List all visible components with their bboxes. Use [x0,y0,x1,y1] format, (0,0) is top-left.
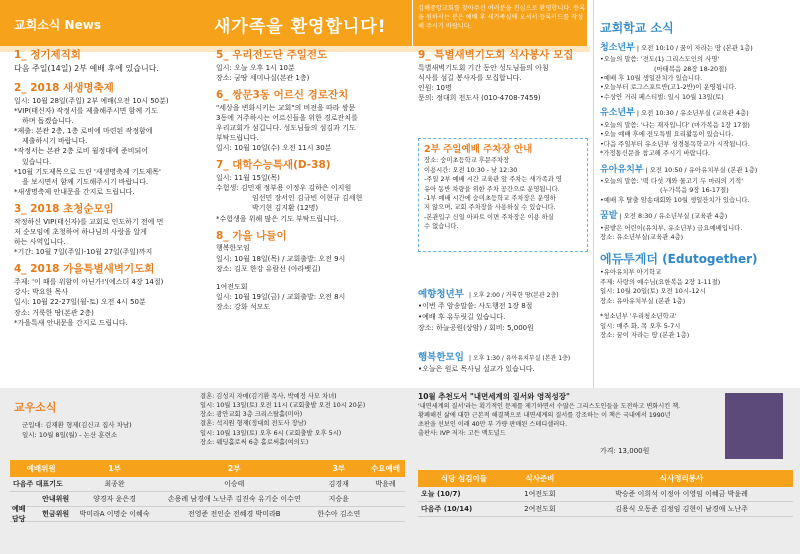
news-2-line: 하며 돕겠습니다. [22,117,74,126]
family-line: 일시: 10월 8일(월) - 논산 훈련소 [22,431,118,440]
edu-line: •유아유치부 아기학교 [600,268,662,277]
table-row [418,487,793,502]
news-6-line: 3동에 거주하시는 어르신들을 위한 경로잔치를 [216,113,358,122]
table-cell: 김용식 오동준 김정임 김현이 남경애 노난주 [570,502,793,517]
news-8-line: 일시: 10월 19일(금) / 교회출발: 오전 8시 [216,293,346,301]
table-row [10,477,405,492]
parking-line: 이용시간: 오전 10:30 - 낮 12:30 [424,166,518,174]
news-6-title: 6_ 쌍문3동 어르신 경로잔치 [216,88,349,101]
news-1-line: 다음 주일(14일) 2부 예배 후에 있습니다. [14,63,159,73]
news-column-3 [418,48,590,103]
news-2-title: 2_ 2018 새생명축제 [14,82,114,95]
news-7-line: *수험생을 위해 많은 기도 부탁드립니다. [216,214,339,223]
wedding-news [200,392,410,447]
news-8-line: 장소: 김포 한강 유람선 (아라뱃길) [216,264,321,273]
dept-line: •수상안 거리 페스티벌: 일시 10월 13일(토) [600,92,724,101]
news-4-line: *가을특새 안내문을 간지로 드립니다. [14,318,128,327]
family-line: 일시: 10월 13일(토) 오전 11시 (교회출발 오전 10시 20분) [200,402,366,410]
table-cell: 박미라A 이명순 이혜숙 [72,507,157,522]
parking-line: 유아 동반 차량을 위한 주차 공간으로 운영됩니다. [424,185,560,193]
book-line: 초판을 선보인 이래 40만 부 가량 판매된 스테디셀러다. [418,420,568,428]
dept-line: •오늘의 말씀: '나는 재자입니다' (마가복음 1장 17절) [600,120,750,129]
book-recommendation [418,392,718,439]
edu-line: 장소: 유아유치부실 (본관 1층) [600,296,686,305]
military-news [22,420,202,441]
table-row [10,507,405,522]
news-column-2 [216,48,412,312]
book-heading: 10월 추천도서 "내면세계의 질서와 영적성장" [418,392,570,401]
news-7-line: 임선민 장서인 김규빈 이현규 김세현 [252,194,363,203]
news-2-line: *VIP(태신자) 작정서를 제출해주시면 함께 기도 [14,106,158,115]
news-4-title: 4_ 2018 가을특별새벽기도회 [14,263,155,276]
dept-meta: | 오전 10:10 / 꿈이 자라는 땅 (본관 1층) [636,43,753,52]
dept-meta: | 오전 10:30 / 유소년부실 (교육관 4층) [636,109,749,118]
meal-table [418,470,793,517]
group-meta: | 오후 1:30 / 유아유치부실 (본관 1층) [468,354,571,362]
dept-line: •오늘의 말씀: '떡 다섯 개와 물고기 두 마리의 기적' [600,176,743,185]
news-5-line: 일시: 오늘 오후 1시 10분 [216,63,295,72]
edu-line: 일시: 매주 화, 목 오후 5-7시 [600,321,681,330]
table-cell: 다음주 대표기도 [10,477,72,492]
table-header: 식사준비 [510,470,570,487]
table-cell [366,507,405,522]
book-price: 가격: 13,000원 [600,447,650,455]
news-title: 교회소식 News [14,18,101,32]
news-7-line: 박기현 김지환 (12명) [252,204,319,213]
table-cell: 헌금위원 [10,507,72,522]
dept-line: •오늘부터 로그스포트반(고1-2반)이 운영됩니다. [600,83,737,92]
news-1-title: 1_ 정기제직회 [14,49,81,61]
parking-line: -1부 예배 시간에 숭미초등학교 주차장은 운영하 [424,195,556,203]
table-header: 식당 섬김이들 [418,470,510,487]
news-8-line: 1여전도회 [216,282,248,291]
table-cell: 박승준 이희석 이정아 이영임 이혜금 박윤례 [570,487,793,502]
dept-line: •예배 후 10월 생일잔치가 있습니다. [600,74,703,82]
news-8-title: 8_ 가을 나들이 [216,229,287,242]
table-cell: 전영준 전인순 전혜경 박미라B [157,507,312,522]
table-cell: 1여전도회 [510,487,570,502]
parking-line: -주일 2부 예배 시간 교육관 앞 주차는 새가족과 영 [424,176,562,184]
group-line: •예배 후 유두릿길 있습니다. [418,313,506,322]
news-2-line: *작정서는 본관 2층 로비 월정대에 준비되어 [14,147,149,156]
dept-line: 장소: 유소년부실(교육관 4층) [600,233,684,242]
news-8-line: 장소: 강화 석모도 [216,303,271,312]
table-cell [366,492,405,507]
edutogether-title: 에듀투게더 (Edutogether) [600,251,758,266]
news-2-line: 일시: 10월 28일(주일) 2부 예배(오전 10시 50분) [14,96,169,105]
family-line: 결혼: 석지원 형제(정대희 전도사 장남) [200,420,307,428]
news-8-line: 일시: 10월 18일(목) / 교회출발: 오전 9시 [216,254,346,263]
family-line: 장소: 광안교회 3층 크리스탈홀(미아) [200,411,303,419]
news-8-line: 행복한모임 [216,244,250,253]
news-9-line: 식사를 섬길 봉사자를 모집합니다. [418,73,522,82]
service-table [10,460,405,522]
table-header: 3부 [312,460,366,477]
column-divider [593,0,594,388]
group-line: 장소: 하늘공원(상암) / 회비: 5,000원 [418,324,534,333]
table-cell: 이승태 [157,477,312,492]
news-4-line: 강사: 박요한 목사 [14,288,69,297]
family-line: 일시: 10월 13일(토) 오후 6시 (교회출발 오후 5시) [200,429,342,437]
news-3-line: 작정하신 VIP(태신자)를 교회로 인도하기 전에 먼 [14,217,164,226]
dept-line: (마태복음 28장 18-20절) [654,64,727,73]
parking-line: 지 않으며, 교회 주차장을 사용하실 수 있습니다. [424,204,556,212]
news-2-line: 있습니다. [22,157,52,166]
news-9-line: 특별새벽기도회 기간 동안 성도님들의 아침 [418,63,549,72]
group-title: 행복한모임 [418,351,464,363]
book-cover-image [725,393,783,459]
news-6-line: 우리교회가 섬깁니다. 성도님들의 섬김과 기도 [216,123,356,132]
dept-name: 유소년부 [600,108,635,119]
news-3-line: 저 순모임에 초청하여 하나님의 사랑을 알게 [14,228,147,236]
news-7-line: 수험생: 김민재 정부용 이정우 김하은 이지원 [216,184,352,193]
news-4-line: 일시: 10월 22-27일(월-토) 오전 4시 50분 [14,298,146,307]
dept-line: •꿈밭은 어린이(유치부, 유소년부) 금요예배입니다. [600,223,743,232]
welcome-title: 새가족을 환영합니다! [214,17,387,37]
parking-line: -본관입구 신일 아파트 이면 주차장은 이용 하실 [424,213,554,221]
dept-name: 꿈밭 [600,211,618,222]
news-7-title: 7_ 대학수능특새(D-38) [216,159,331,172]
service-side-label: 예배 담당 [12,505,26,523]
family-line: 장소: 웨딩홀로써 6층 홀로써홀(여의도) [200,438,309,446]
table-cell: 김경재 [312,477,366,492]
edu-line: 장소: 꿈이 자라는 땅 (본관 1층) [600,331,690,340]
news-6-line: 부탁드립니다. [216,134,259,143]
parking-box [418,138,588,252]
table-cell: 안내위원 [10,492,72,507]
parking-line: 장소: 숭미초등학교 후문주차장 [424,157,510,165]
table-cell: 손용례 남경애 노난주 김진숙 유기순 이수연 [157,492,312,507]
school-title: 교회학교 소식 [600,21,674,35]
news-5-line: 장소: 굼땅 세미나실(본관 1층) [216,73,310,82]
dept-name: 청소년부 [600,42,635,53]
news-2-line: *새생명축제 안내문을 간지로 드립니다. [14,188,135,197]
news-2-line: *제출: 본관 2층, 1층 로비에 마련된 작정함에 [14,127,153,136]
table-cell: 양경자 윤은경 [72,492,157,507]
dept-line: •오늘의 말씀: '전도(1) 그리스도인의 사명' [600,55,720,64]
table-cell: 지승윤 [312,492,366,507]
edu-line: 일시: 10월 20일(토) 오전 10시-12시 [600,287,706,296]
dept-meta: | 오전 10:50 / 유아유치부실 (본관 1층) [645,165,758,174]
family-line: 군입대: 김재환 형제(김신교 집사 차남) [22,421,132,429]
table-header: 식사정리봉사 [570,470,793,487]
group-line: •이번 주 암송말씀: 사도행전 1장 8절 [418,302,533,310]
dept-meta: | 오전 8:30 / 유소년부실 (교육관 4층) [619,212,728,221]
news-3-title: 3_ 2018 초청순모임 [14,203,114,216]
table-cell: 한수아 김소연 [312,507,366,522]
header-blurb: 김해중앙교회를 찾아주신 여러분을 진심으로 환영합니다. 등록을 원하시는 분은 예배 후 새가족실에 오셔서 등록카드를 작성해 주시기 바랍니다. [418,5,586,30]
table-header: 예배위원 [10,460,72,477]
news-2-line: 을 보시면서 함께 기도해주시기 바랍니다. [22,177,149,186]
edu-line: 주제: 사랑의 예수님(요한복음 2장 1-11절) [600,277,721,286]
edu-line: *청소년부 '우리청소년학교' [600,312,677,321]
table-header: 수요예배 [366,460,405,477]
news-4-line: 주제: '이 때를 위함이 아닌가!'(에스더 4장 14절) [14,278,164,287]
news-column-1 [14,48,210,328]
news-6-line: 일시: 10월 10일(수) 오전 11시 30분 [216,144,332,153]
dept-line: (누가복음 9장 16-17절) [660,186,729,195]
youth-group [418,282,590,375]
news-3-line: 하는 사역입니다. [14,238,66,247]
table-header: 1부 [72,460,157,477]
group-line: •오늘은 원로 목사님 설교가 있습니다. [418,364,535,373]
news-2-line: *10월 기도제목으로 드린 '새생명축제 기도제목' [14,167,161,176]
table-cell: 박윤례 [366,477,405,492]
news-6-line: "세상을 변화시키는 교회"의 비전을 따라 쌍문 [216,103,356,112]
dept-line: *가정통신문을 참고해 주시기 바랍니다. [600,149,711,158]
family-line: 결혼: 김성지 자매(김기환 목사, 박예정 사모 차녀) [200,393,337,400]
news-5-title: 5_ 우리전도단 주일전도 [216,49,328,61]
dept-line: •다음 주일부터 유소년부 성경통독학교가 시작됩니다. [600,139,750,148]
table-cell: 2여전도회 [510,502,570,517]
news-9-line: 문의: 정대희 전도사 (010-4708-7459) [418,94,541,103]
book-publisher: 출판사: IVP 저자: 고든 맥도널드 [418,429,506,437]
parking-title: 2부 주일예배 주차장 안내 [424,144,533,155]
table-row [10,492,405,507]
news-9-line: 인원: 10명 [418,83,452,92]
news-3-line: *기간: 10월 7일(주일)-10월 27일(주일)까지 [14,248,153,257]
table-cell: 최종완 [72,477,157,492]
dept-line: •오늘 예배 후에 전도특별 요리활동이 있습니다. [600,130,734,139]
table-header: 2부 [157,460,312,477]
news-4-line: 장소: 거룩한 땅(본관 2층) [14,308,94,317]
book-line: 황폐해진 삶에 대한 근본적 해결책으로 내면세계의 질서를 강조하는 이 책은 국내에서 1990년 [418,411,671,419]
parking-line: 수 없습니다. [424,223,459,231]
book-line: '내면세계의 질서'라는 획기적인 문제를 제기하면서 수많은 그리스도인들을 도전하고 변화시킨 책. [418,402,681,410]
news-7-line: 일시: 11월 15일(목) [216,174,280,183]
news-2-line: 제출하시기 바랍니다. [22,137,88,146]
table-row [418,502,793,517]
table-cell: 오늘 (10/7) [418,487,510,502]
table-cell: 다음주 (10/14) [418,502,510,517]
dept-name: 유아유치부 [600,164,644,175]
church-family-title: 교우소식 [14,401,57,414]
dept-line: •예배 후 탈출 암송대회와 10월 생일잔치가 있습니다. [600,195,750,204]
group-meta: | 오후 2:00 / 거룩한 땅(본관 2층) [468,292,559,299]
group-title: 예향청년부 [418,289,464,300]
school-column [600,20,796,341]
news-9-title: 9_ 특별새벽기도회 식사봉사 모집 [418,49,574,61]
